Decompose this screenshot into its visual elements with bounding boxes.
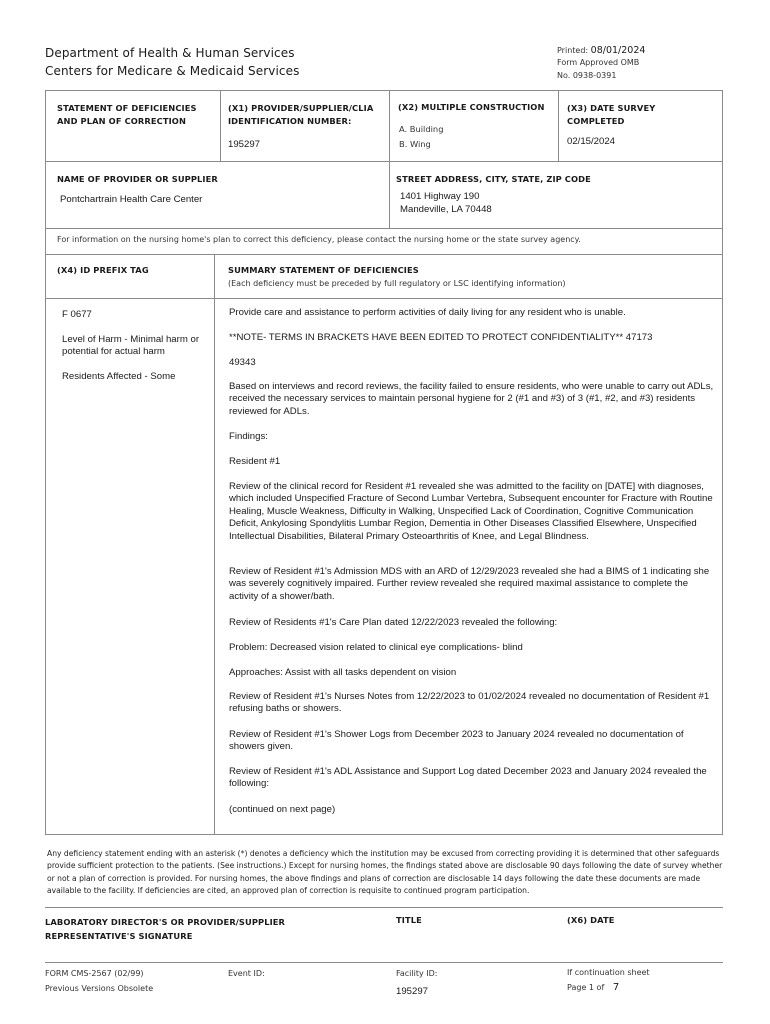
paragraph: Review of Resident #1's Shower Logs from December 2023 to January 2024 revealed no documentation of showers given.	[229, 729, 684, 753]
divider	[45, 228, 723, 229]
divider	[45, 161, 723, 162]
right-border	[722, 90, 723, 834]
x2-building: A. Building	[399, 124, 444, 134]
title-label: TITLE	[396, 915, 422, 925]
divider	[45, 298, 723, 299]
summary-label: SUMMARY STATEMENT OF DEFICIENCIES	[228, 265, 419, 275]
form-approved: Form Approved OMB	[557, 58, 640, 67]
harm-level: Level of Harm - Minimal harm or potential for actual harm	[62, 334, 200, 358]
left-border	[45, 90, 46, 834]
facility-id-value: 195297	[396, 986, 429, 997]
x4-label: (X4) ID PREFIX TAG	[57, 265, 149, 275]
page-total: 7	[612, 982, 620, 993]
printed-label: Printed:	[557, 46, 589, 55]
address-label: STREET ADDRESS, CITY, STATE, ZIP CODE	[396, 174, 591, 184]
disclaimer: Any deficiency statement ending with an asterisk (*) denotes a deficiency which the institution may be excused from correcting providing it is determined that other safeguards provide sufficient protection to the patients. (See instructions.) Except for nursing homes, the findings stated above are disclosable 90 days following the date of survey whether or not a plan of correction is provided. For nursing homes, the above findings and plans of correction are disclosable 14 days following the date these documents are made available to the facility. If deficiencies are cited, an approved plan of correction is requisite to continued program participation.	[47, 849, 723, 895]
top-table-border	[45, 90, 723, 91]
facility-id-label: Facility ID:	[396, 969, 438, 978]
provider-label: NAME OF PROVIDER OR SUPPLIER	[57, 174, 218, 184]
address-line1: 1401 Highway 190	[400, 191, 480, 202]
divider	[45, 907, 723, 908]
deficiency-tag: F 0677	[62, 309, 92, 320]
director-signature-label: LABORATORY DIRECTOR'S OR PROVIDER/SUPPLIER REPRESENTATIVE'S SIGNATURE	[45, 917, 286, 941]
x2-label: (X2) MULTIPLE CONSTRUCTION	[398, 102, 545, 112]
paragraph: Provide care and assistance to perform activities of daily living for any resident who is unable.	[229, 307, 626, 318]
divider	[45, 834, 723, 835]
x1-value: 195297	[228, 139, 261, 150]
dept-title: Department of Health & Human Services	[45, 46, 295, 60]
paragraph: (continued on next page)	[229, 804, 336, 815]
printed-date: 08/01/2024	[590, 45, 646, 56]
paragraph: **NOTE- TERMS IN BRACKETS HAVE BEEN EDITED TO PROTECT CONFIDENTIALITY** 47173	[229, 332, 653, 343]
paragraph: Review of Resident #1's Admission MDS with an ARD of 12/29/2023 revealed she had a BIMS of 1 indicating she was severely cognitively impaired. Further review revealed she required maximal assistance to complete the activity of a shower/bath.	[229, 566, 710, 602]
date-label: (X6) DATE	[567, 915, 615, 925]
paragraph: Review of Resident #1's Nurses Notes from 12/22/2023 to 01/02/2024 revealed no documentation of Resident #1 refusing baths or showers.	[229, 691, 710, 715]
paragraph: Review of Resident #1's ADL Assistance and Support Log dated December 2023 and January 2024 revealed the following:	[229, 766, 707, 790]
continuation-sheet: If continuation sheet	[567, 968, 650, 977]
residents-affected: Residents Affected - Some	[62, 371, 176, 382]
divider	[214, 254, 215, 834]
x3-value: 02/15/2024	[567, 136, 616, 147]
x2-wing: B. Wing	[399, 139, 431, 149]
x3-label: (X3) DATE SURVEY COMPLETED	[567, 103, 656, 126]
paragraph: Based on interviews and record reviews, the facility failed to ensure residents, who were unable to carry out ADLs, received the necessary services to maintain personal hygiene for 2 (#1 and #3) of 3 (#1, #2, and #3) residents reviewed for ADLs.	[229, 381, 714, 417]
paragraph: Review of the clinical record for Resident #1 revealed she was admitted to the facility on [DATE] with diagnoses, which included Unspecified Fracture of Second Lumbar Vertebra, Subsequent encounter for Fracture with Routine Healing, Muscle Weakness, Difficulty in Walking, Unspecified Lack of Coordination, Cognitive Communication Deficit, Ankylosing Spondylitis Lumbar Region, Dementia in Other Diseases Classified Elsewhere, Unspecified Intellectual Disabilities, Bilateral Primary Osteoarthritis of Knee, and Legal Blindness.	[229, 481, 713, 542]
paragraph: Resident #1	[229, 456, 281, 467]
paragraph: Review of Residents #1's Care Plan dated 12/22/2023 revealed the following:	[229, 617, 558, 628]
printed-line	[557, 45, 645, 56]
paragraph: Findings:	[229, 431, 268, 442]
page-label: Page 1 of	[567, 983, 605, 992]
centers-title: Centers for Medicare & Medicaid Services	[45, 64, 300, 78]
address-line2: Mandeville, LA 70448	[400, 204, 492, 215]
previous-versions: Previous Versions Obsolete	[45, 984, 154, 993]
form-number: FORM CMS-2567 (02/99)	[45, 969, 144, 978]
info-note: For information on the nursing home's plan to correct this deficiency, please contact the nursing home or the state survey agency.	[57, 235, 581, 244]
provider-value: Pontchartrain Health Care Center	[60, 194, 203, 205]
paragraph: Approaches: Assist with all tasks dependent on vision	[229, 667, 457, 678]
divider	[45, 254, 723, 255]
summary-sub: (Each deficiency must be preceded by full regulatory or LSC identifying information)	[228, 279, 566, 288]
omb-number: No. 0938-0391	[557, 71, 617, 80]
page-indicator	[567, 982, 619, 993]
paragraph: Problem: Decreased vision related to clinical eye complications- blind	[229, 642, 523, 653]
paragraph: 49343	[229, 357, 256, 368]
divider	[220, 90, 221, 161]
divider	[45, 962, 723, 963]
divider	[558, 90, 559, 161]
event-id-label: Event ID:	[228, 969, 265, 978]
x1-label: (X1) PROVIDER/SUPPLIER/CLIA IDENTIFICATION NUMBER:	[228, 103, 374, 126]
statement-label: STATEMENT OF DEFICIENCIES AND PLAN OF CORRECTION	[57, 103, 197, 126]
divider	[389, 90, 390, 228]
